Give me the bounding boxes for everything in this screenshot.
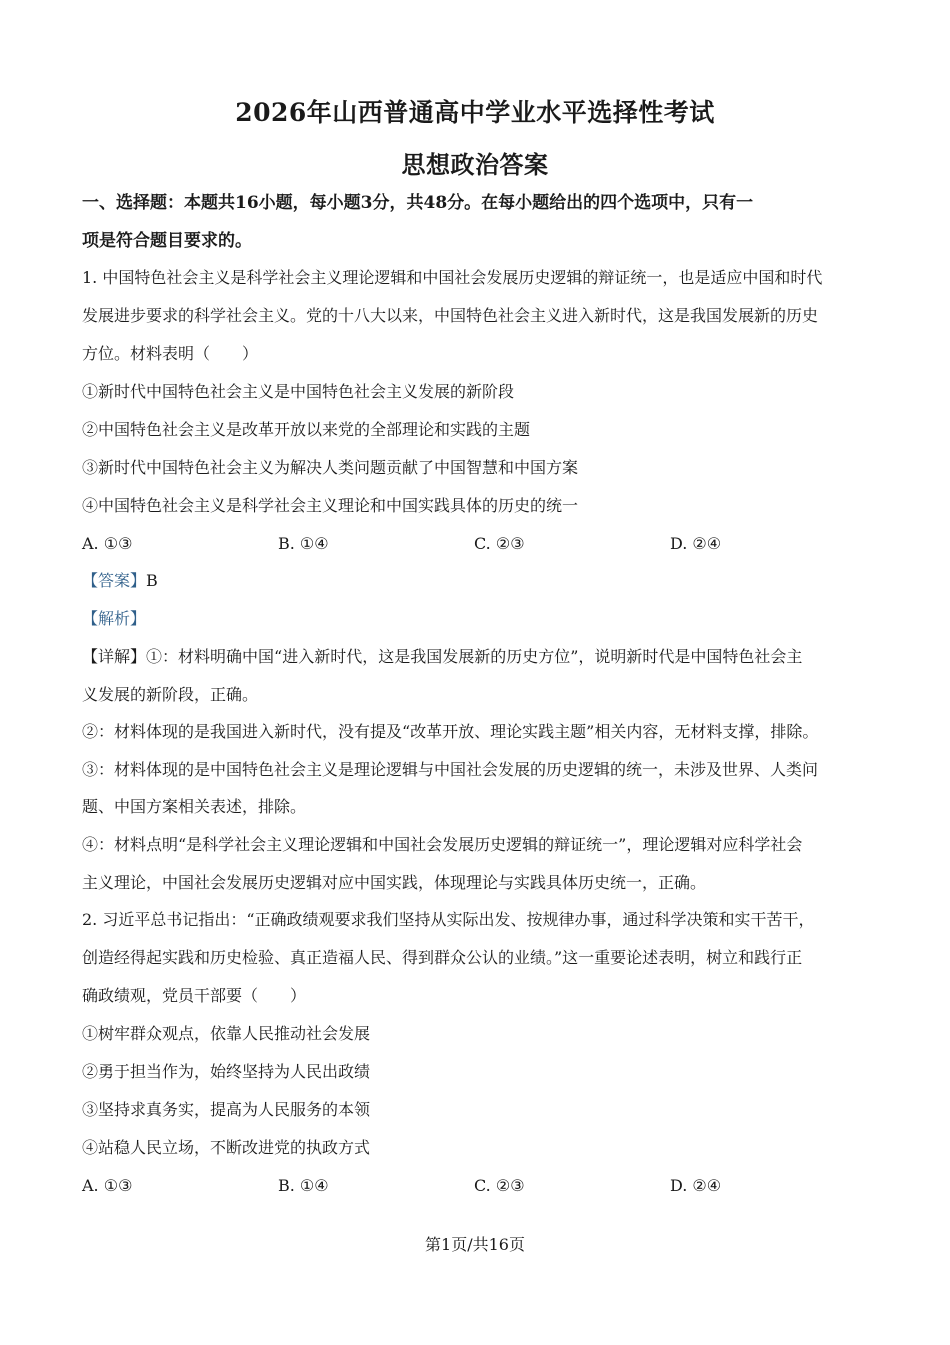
q1-item-1: ①新时代中国特色社会主义是中国特色社会主义发展的新阶段	[82, 382, 515, 401]
detail-tag: 【详解】	[82, 647, 147, 666]
q2-item-3: ③坚持求真务实，提高为人民服务的本领	[82, 1100, 371, 1119]
section-heading-line2: 项是符合题目要求的。	[82, 231, 252, 251]
q1-detail-line2: 义发展的新阶段，正确。	[82, 685, 259, 704]
q1-item-4: ④中国特色社会主义是科学社会主义理论和中国实践具体的历史的统一	[82, 496, 579, 515]
q1-item-3: ③新时代中国特色社会主义为解决人类问题贡献了中国智慧和中国方案	[82, 458, 579, 477]
q2-item-4: ④站稳人民立场，不断改进党的执政方式	[82, 1138, 371, 1157]
q1-detail-line3: ②：材料体现的是我国进入新时代，没有提及“改革开放、理论实践主题”相关内容，无材料支撑，排除。	[82, 722, 819, 741]
q2-stem-line1: 2. 习近平总书记指出：“正确政绩观要求我们坚持从实际出发、按规律办事，通过科学决策和实干苦干，	[82, 910, 815, 929]
exam-subtitle: 思想政治答案	[401, 150, 549, 179]
q1-option-a: A. ①③	[82, 534, 133, 553]
q1-option-d: D. ②④	[670, 534, 722, 553]
q1-detail-line5: 题、中国方案相关表述，排除。	[82, 797, 307, 816]
q2-stem-line2: 创造经得起实践和历史检验、真正造福人民、得到群众公认的业绩。”这一重要论述表明，树立和践行正	[82, 948, 803, 967]
analysis-tag: 【解析】	[82, 609, 147, 628]
q2-option-c: C. ②③	[474, 1176, 525, 1195]
q1-stem-line3: 方位。材料表明（ ）	[82, 344, 259, 363]
q2-option-a: A. ①③	[82, 1176, 133, 1195]
q2-option-d: D. ②④	[670, 1176, 722, 1195]
q1-item-2: ②中国特色社会主义是改革开放以来党的全部理论和实践的主题	[82, 420, 531, 439]
page-number: 第1页/共16页	[425, 1235, 525, 1254]
q2-item-1: ①树牢群众观点，依靠人民推动社会发展	[82, 1024, 371, 1043]
q1-detail-line7: 主义理论，中国社会发展历史逻辑对应中国实践，体现理论与实践具体历史统一，正确。	[82, 873, 707, 892]
answer-tag: 【答案】	[82, 571, 147, 590]
q1-detail-line6: ④：材料点明“是科学社会主义理论逻辑和中国社会发展历史逻辑的辩证统一”，理论逻辑对应科学社会	[82, 835, 803, 854]
q2-stem-line3: 确政绩观，党员干部要（ ）	[82, 986, 307, 1005]
section-heading-line1: 一、选择题：本题共16小题，每小题3分，共48分。在每小题给出的四个选项中，只有一	[82, 193, 754, 213]
q1-option-c: C. ②③	[474, 534, 525, 553]
q1-answer-row	[82, 571, 158, 591]
q1-stem-line2: 发展进步要求的科学社会主义。党的十八大以来，中国特色社会主义进入新时代，这是我国发展新的历史	[82, 306, 819, 325]
q2-item-2: ②勇于担当作为，始终坚持为人民出政绩	[82, 1062, 371, 1081]
q1-detail-line1	[82, 647, 802, 667]
q1-stem-line1: 1. 中国特色社会主义是科学社会主义理论逻辑和中国社会发展历史逻辑的辩证统一，也是适应中国和时代	[82, 268, 823, 287]
detail-text-1: ①：材料明确中国“进入新时代，这是我国发展新的历史方位”，说明新时代是中国特色社会主	[146, 647, 803, 666]
answer-value: B	[146, 571, 158, 590]
q1-option-b: B. ①④	[278, 534, 329, 553]
q2-option-b: B. ①④	[278, 1176, 329, 1195]
exam-title: 2026年山西普通高中学业水平选择性考试	[235, 98, 715, 127]
q1-detail-line4: ③：材料体现的是中国特色社会主义是理论逻辑与中国社会发展的历史逻辑的统一，未涉及世界、人类问	[82, 760, 819, 779]
